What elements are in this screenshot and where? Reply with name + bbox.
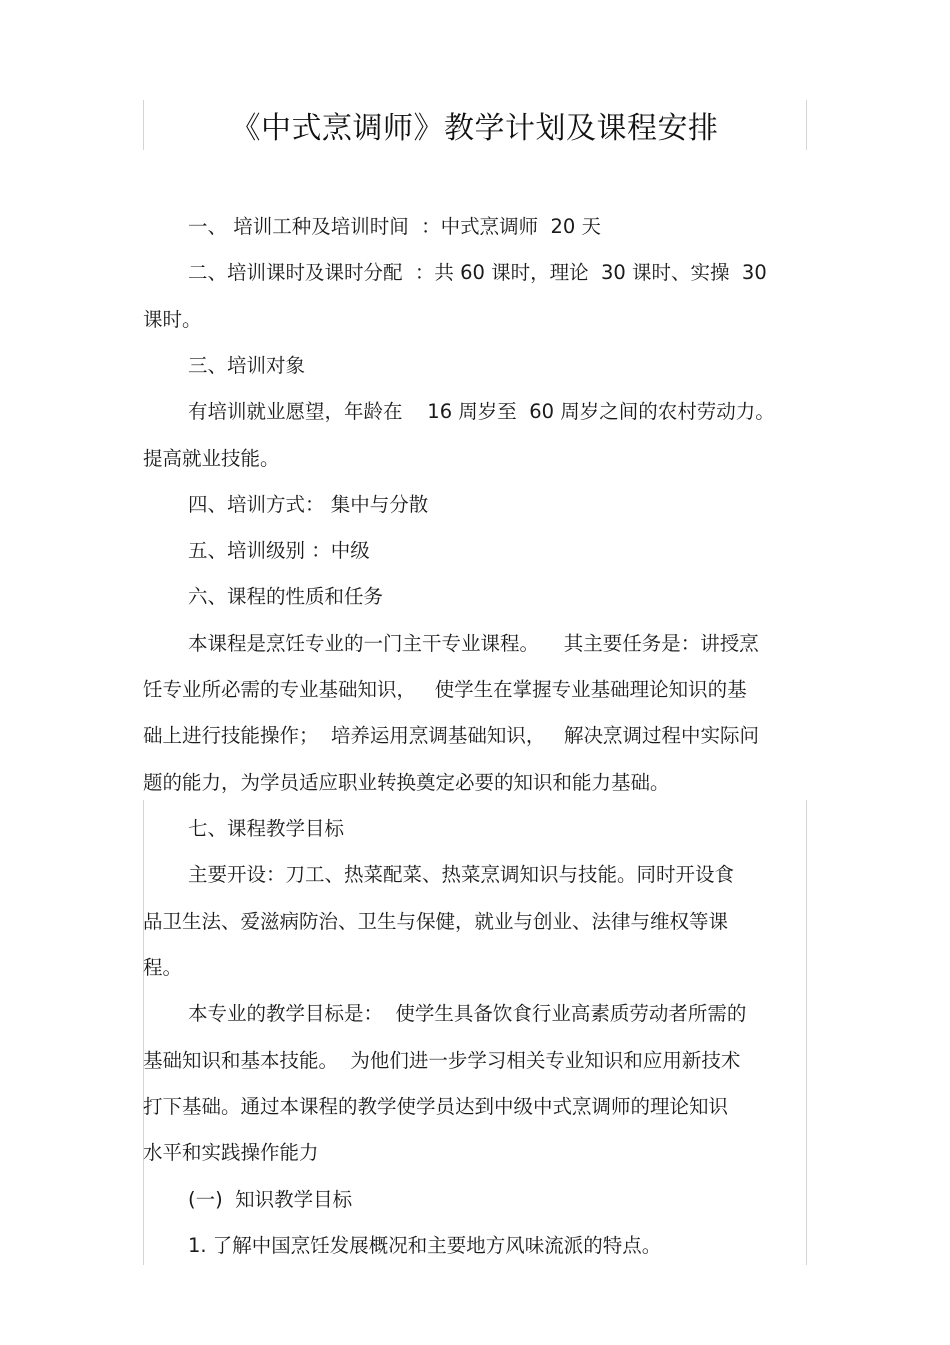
subsection-knowledge-goals: (一) 知识教学目标 xyxy=(188,1188,353,1211)
section-2-class-hours: 二、培训课时及课时分配 ：共 60 课时，理论 30 课时、实操 30 xyxy=(188,261,767,284)
paragraph-line: 主要开设：刀工、热菜配菜、热菜烹调知识与技能。同时开设食 xyxy=(188,863,735,886)
section-7-heading: 七、课程教学目标 xyxy=(188,817,345,840)
paragraph-line: 题的能力，为学员适应职业转换奠定必要的知识和能力基础。 xyxy=(143,771,670,794)
paragraph-line: 有培训就业愿望，年龄在 16 周岁至 60 周岁之间的农村劳动力。 xyxy=(188,400,775,423)
section-1-training-type: 一、 培训工种及培训时间 ：中式烹调师 20 天 xyxy=(188,215,602,238)
paragraph-line: 本课程是烹饪专业的一门主干专业课程。 其主要任务是：讲授烹 xyxy=(188,632,759,655)
list-item: 1. 了解中国烹饪发展概况和主要地方风味流派的特点。 xyxy=(188,1234,662,1257)
section-3-heading: 三、培训对象 xyxy=(188,354,306,377)
left-margin-line-bottom xyxy=(143,800,144,1265)
section-4-training-method: 四、培训方式： 集中与分散 xyxy=(188,493,429,516)
section-6-heading: 六、课程的性质和任务 xyxy=(188,585,384,608)
paragraph-line: 程。 xyxy=(143,956,183,979)
paragraph-line: 课时。 xyxy=(143,308,202,331)
right-margin-line-top xyxy=(806,100,807,150)
paragraph-line: 品卫生法、爱滋病防治、卫生与保健，就业与创业、法律与维权等课 xyxy=(143,910,729,933)
document-title: 《中式烹调师》教学计划及课程安排 xyxy=(230,111,719,146)
section-5-training-level: 五、培训级别 ：中级 xyxy=(188,539,370,562)
paragraph-line: 水平和实践操作能力 xyxy=(143,1141,319,1164)
paragraph-line: 打下基础。通过本课程的教学使学员达到中级中式烹调师的理论知识 xyxy=(143,1095,729,1118)
paragraph-line: 础上进行技能操作； 培养运用烹调基础知识， 解决烹调过程中实际问 xyxy=(143,724,759,747)
paragraph-line: 饪专业所必需的专业基础知识， 使学生在掌握专业基础理论知识的基 xyxy=(143,678,747,701)
paragraph-line: 基础知识和基本技能。 为他们进一步学习相关专业知识和应用新技术 xyxy=(143,1049,741,1072)
paragraph-line: 本专业的教学目标是： 使学生具备饮食行业高素质劳动者所需的 xyxy=(188,1002,747,1025)
paragraph-line: 提高就业技能。 xyxy=(143,447,280,470)
